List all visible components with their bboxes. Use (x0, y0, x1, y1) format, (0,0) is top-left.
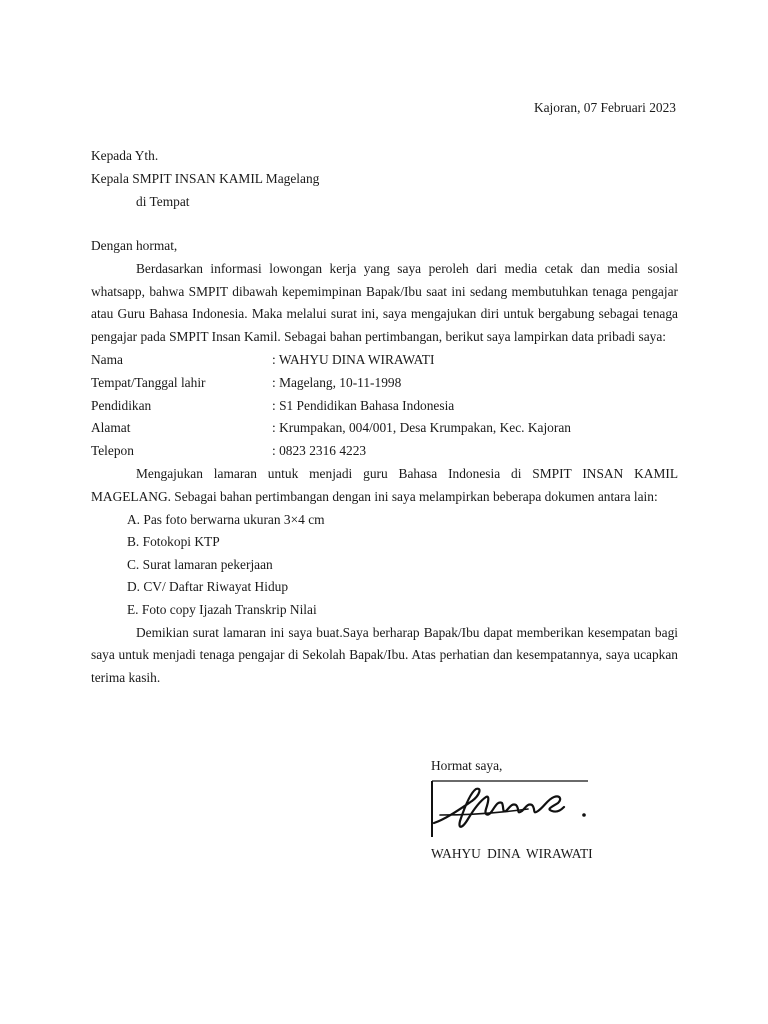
recipient-place: di Tempat (136, 193, 190, 209)
attachment-item: E. Foto copy Ijazah Transkrip Nilai (127, 601, 317, 617)
personal-data-row (91, 372, 571, 395)
attachment-item: A. Pas foto berwarna ukuran 3×4 cm (127, 511, 325, 527)
signer-name: WAHYU DINA WIRAWATI (431, 846, 593, 861)
handwritten-signature (428, 779, 598, 841)
attachment-item: D. CV/ Daftar Riwayat Hidup (127, 579, 289, 595)
personal-data-row (91, 440, 571, 463)
paragraph-intro: Berdasarkan informasi lowongan kerja yang saya peroleh dari media cetak dan media sosial whatsapp, bahwa SMPIT dibawah kepemimpinan Bapak/Ibu saat ini sedang membutuhkan tenaga pengajar atau Guru Bahasa Indonesia. Maka melalui surat ini, saya mengajukan diri untuk bergabung sebagai tenaga pengajar pada SMPIT Insan Kamil. Sebagai bahan pertimbangan, berikut saya lampirkan data pribadi saya: (91, 260, 678, 345)
personal-data-value: : 0823 2316 4223 (272, 443, 367, 459)
personal-data-row (91, 349, 571, 372)
personal-data-value: : Magelang, 10-11-1998 (272, 374, 402, 390)
paragraph-application: Mengajukan lamaran untuk menjadi guru Bahasa Indonesia di SMPIT INSAN KAMIL MAGELANG. Sebagai bahan pertimbangan dengan ini saya melampirkan beberapa dokumen antara lain: (91, 465, 678, 504)
personal-data-value: : Krumpakan, 004/001, Desa Krumpakan, Kec. Kajoran (272, 420, 571, 436)
paragraph-closing: Demikian surat lamaran ini saya buat.Saya berharap Bapak/Ibu dapat memberikan kesempatan bagi saya untuk menjadi tenaga pengajar di Sekolah Bapak/Ibu. Atas perhatian dan kesempatannya, saya ucapkan terima kasih. (91, 624, 678, 686)
personal-data-label: Pendidikan (91, 397, 152, 413)
attachment-item: C. Surat lamaran pekerjaan (127, 556, 273, 572)
greeting: Dengan hormat, (91, 238, 178, 253)
personal-data-row (91, 417, 571, 440)
personal-data-label: Alamat (91, 420, 131, 436)
attachment-list (91, 509, 678, 622)
closing-phrase: Hormat saya, (431, 758, 503, 773)
recipient-salutation: Kepada Yth. (91, 148, 159, 163)
letter-body (91, 235, 678, 690)
personal-data-label: Nama (91, 351, 123, 367)
personal-data-table (91, 349, 571, 463)
personal-data-label: Tempat/Tanggal lahir (91, 374, 206, 390)
recipient-block (91, 145, 319, 213)
attachment-item: B. Fotokopi KTP (127, 534, 220, 550)
personal-data-row (91, 395, 571, 418)
personal-data-label: Telepon (91, 443, 134, 459)
letter-date: Kajoran, 07 Februari 2023 (533, 100, 676, 115)
personal-data-value: : WAHYU DINA WIRAWATI (272, 351, 435, 367)
recipient-title: Kepala SMPIT INSAN KAMIL Magelang (91, 170, 320, 186)
personal-data-value: : S1 Pendidikan Bahasa Indonesia (272, 397, 455, 413)
